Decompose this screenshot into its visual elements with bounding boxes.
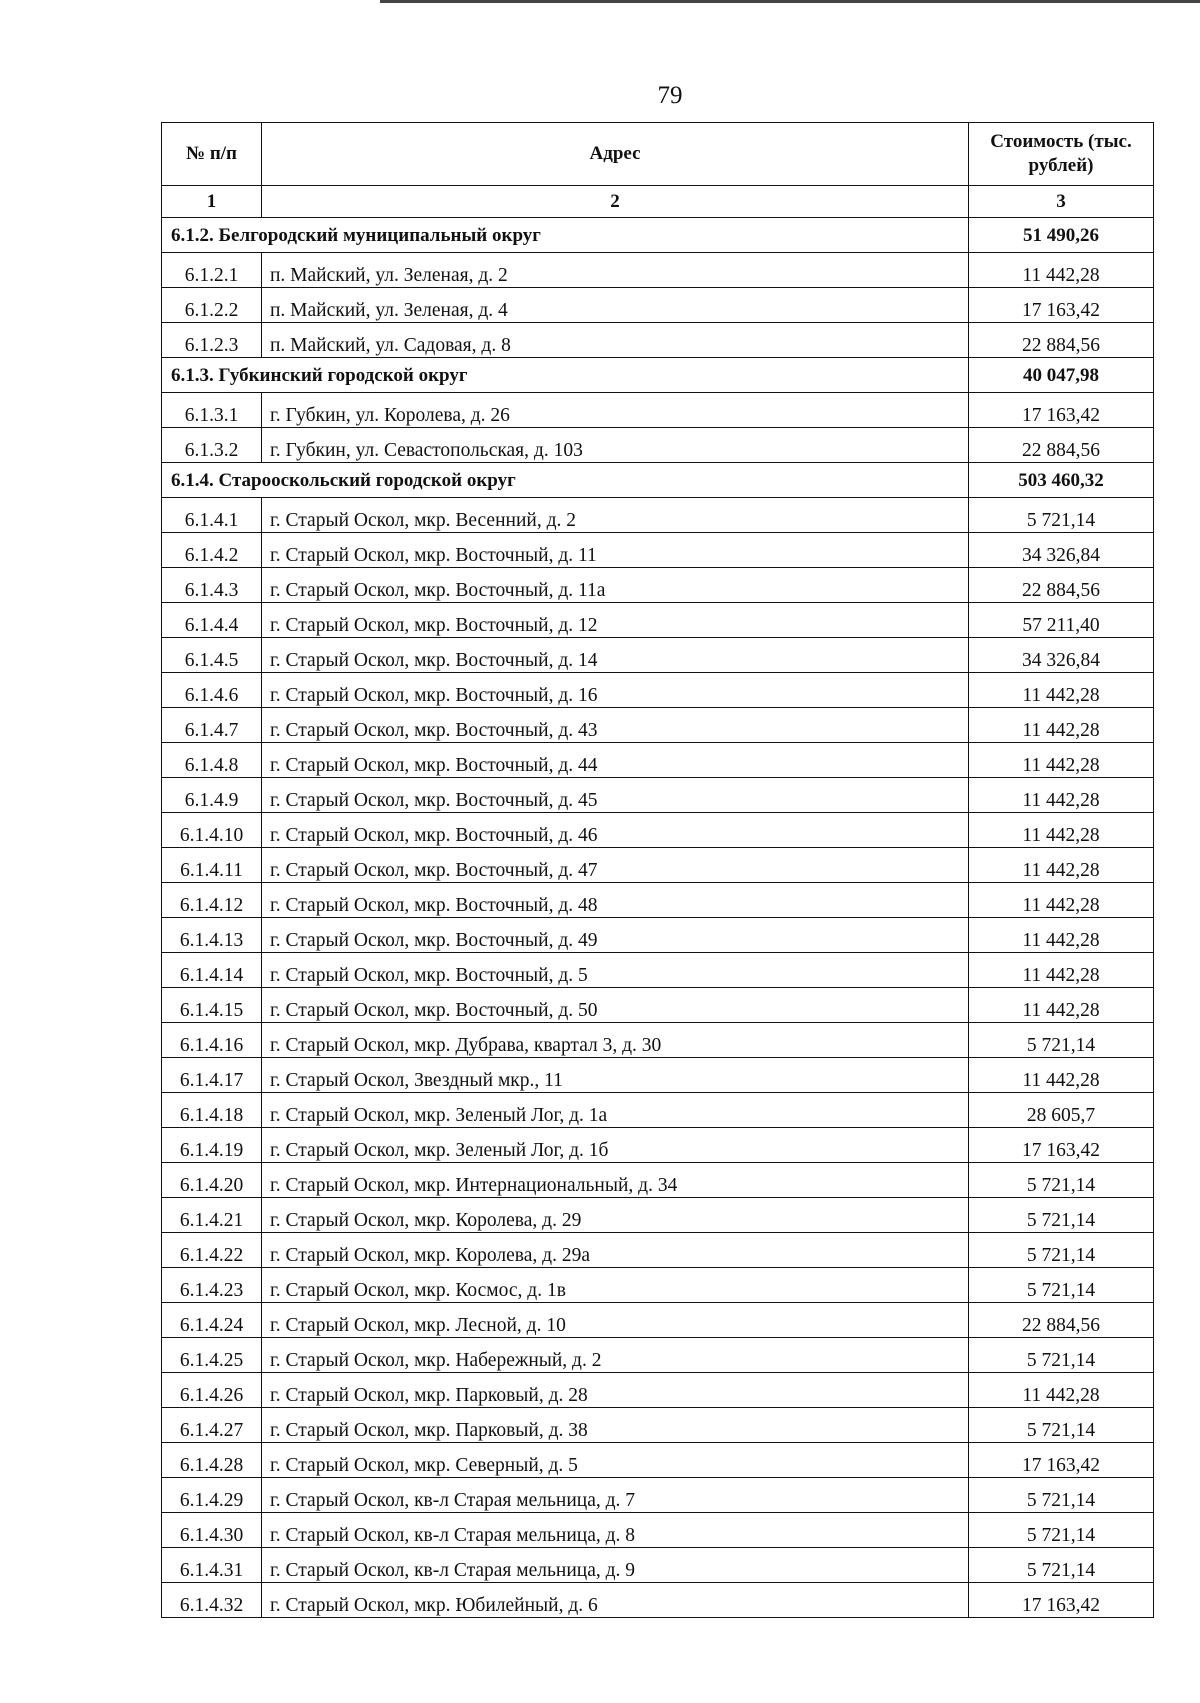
row-address: г. Старый Оскол, мкр. Восточный, д. 50 (262, 988, 969, 1023)
table-row (162, 638, 1154, 673)
header-address: Адрес (262, 123, 969, 186)
column-index-row (162, 186, 1154, 218)
section-row (162, 463, 1154, 498)
row-number: 6.1.4.25 (162, 1338, 262, 1373)
row-cost: 5 721,14 (969, 1548, 1154, 1583)
table-row (162, 253, 1154, 288)
table-row (162, 988, 1154, 1023)
row-number: 6.1.2.2 (162, 288, 262, 323)
row-number: 6.1.4.7 (162, 708, 262, 743)
row-cost: 11 442,28 (969, 848, 1154, 883)
section-row (162, 218, 1154, 253)
table-row (162, 603, 1154, 638)
row-address: г. Старый Оскол, мкр. Восточный, д. 44 (262, 743, 969, 778)
table-row (162, 918, 1154, 953)
row-cost: 22 884,56 (969, 428, 1154, 463)
row-address: г. Старый Оскол, мкр. Восточный, д. 47 (262, 848, 969, 883)
row-number: 6.1.4.19 (162, 1128, 262, 1163)
table-row (162, 848, 1154, 883)
header-cost: Стоимость (тыс. рублей) (969, 123, 1154, 186)
table-row (162, 1268, 1154, 1303)
row-number: 6.1.4.5 (162, 638, 262, 673)
section-title: 6.1.3. Губкинский городской округ (162, 358, 969, 393)
row-cost: 5 721,14 (969, 1478, 1154, 1513)
table-row (162, 1548, 1154, 1583)
row-cost: 17 163,42 (969, 1583, 1154, 1618)
row-address: г. Старый Оскол, мкр. Восточный, д. 48 (262, 883, 969, 918)
row-number: 6.1.4.28 (162, 1443, 262, 1478)
row-cost: 5 721,14 (969, 1233, 1154, 1268)
row-address: г. Старый Оскол, кв-л Старая мельница, д. 9 (262, 1548, 969, 1583)
row-number: 6.1.4.17 (162, 1058, 262, 1093)
table-row (162, 1478, 1154, 1513)
row-cost: 11 442,28 (969, 673, 1154, 708)
cost-table (161, 122, 1154, 1618)
row-cost: 5 721,14 (969, 1338, 1154, 1373)
row-cost: 17 163,42 (969, 1443, 1154, 1478)
row-number: 6.1.4.3 (162, 568, 262, 603)
row-number: 6.1.4.22 (162, 1233, 262, 1268)
section-total: 503 460,32 (969, 463, 1154, 498)
row-number: 6.1.4.32 (162, 1583, 262, 1618)
row-cost: 22 884,56 (969, 1303, 1154, 1338)
row-address: г. Старый Оскол, мкр. Восточный, д. 43 (262, 708, 969, 743)
row-number: 6.1.4.23 (162, 1268, 262, 1303)
row-cost: 57 211,40 (969, 603, 1154, 638)
row-number: 6.1.4.21 (162, 1198, 262, 1233)
row-address: п. Майский, ул. Зеленая, д. 2 (262, 253, 969, 288)
row-address: г. Губкин, ул. Королева, д. 26 (262, 393, 969, 428)
row-number: 6.1.4.16 (162, 1023, 262, 1058)
row-number: 6.1.4.30 (162, 1513, 262, 1548)
column-index-num: 1 (162, 186, 262, 218)
table-row (162, 1093, 1154, 1128)
row-address: г. Старый Оскол, мкр. Северный, д. 5 (262, 1443, 969, 1478)
row-cost: 5 721,14 (969, 1198, 1154, 1233)
row-cost: 5 721,14 (969, 498, 1154, 533)
row-address: п. Майский, ул. Зеленая, д. 4 (262, 288, 969, 323)
row-address: г. Старый Оскол, мкр. Парковый, д. 38 (262, 1408, 969, 1443)
row-cost: 34 326,84 (969, 533, 1154, 568)
table-row (162, 1373, 1154, 1408)
row-number: 6.1.4.1 (162, 498, 262, 533)
table-row (162, 708, 1154, 743)
row-number: 6.1.4.15 (162, 988, 262, 1023)
row-cost: 5 721,14 (969, 1408, 1154, 1443)
row-number: 6.1.4.8 (162, 743, 262, 778)
table-row (162, 1023, 1154, 1058)
row-address: г. Старый Оскол, мкр. Зеленый Лог, д. 1а (262, 1093, 969, 1128)
table-row (162, 428, 1154, 463)
row-address: г. Старый Оскол, мкр. Интернациональный, д. 34 (262, 1163, 969, 1198)
table-row (162, 323, 1154, 358)
row-number: 6.1.4.2 (162, 533, 262, 568)
table-row (162, 1128, 1154, 1163)
row-number: 6.1.4.27 (162, 1408, 262, 1443)
row-number: 6.1.4.11 (162, 848, 262, 883)
column-index-address: 2 (262, 186, 969, 218)
row-address: г. Старый Оскол, мкр. Восточный, д. 46 (262, 813, 969, 848)
table-row (162, 953, 1154, 988)
row-address: г. Старый Оскол, мкр. Восточный, д. 11 (262, 533, 969, 568)
row-cost: 11 442,28 (969, 918, 1154, 953)
row-cost: 17 163,42 (969, 1128, 1154, 1163)
row-number: 6.1.3.1 (162, 393, 262, 428)
table-row (162, 1303, 1154, 1338)
header-num: № п/п (162, 123, 262, 186)
row-address: г. Старый Оскол, кв-л Старая мельница, д. 8 (262, 1513, 969, 1548)
table-row (162, 1408, 1154, 1443)
row-address: г. Старый Оскол, мкр. Весенний, д. 2 (262, 498, 969, 533)
row-cost: 11 442,28 (969, 778, 1154, 813)
row-address: г. Старый Оскол, мкр. Лесной, д. 10 (262, 1303, 969, 1338)
table-row (162, 1338, 1154, 1373)
table-row (162, 1233, 1154, 1268)
row-address: г. Старый Оскол, мкр. Парковый, д. 28 (262, 1373, 969, 1408)
row-address: г. Старый Оскол, мкр. Королева, д. 29 (262, 1198, 969, 1233)
table-row (162, 1163, 1154, 1198)
row-address: г. Старый Оскол, мкр. Восточный, д. 11а (262, 568, 969, 603)
row-address: г. Старый Оскол, мкр. Дубрава, квартал 3, д. 30 (262, 1023, 969, 1058)
table-body (162, 218, 1154, 1618)
table-row (162, 743, 1154, 778)
row-number: 6.1.4.6 (162, 673, 262, 708)
table-row (162, 1198, 1154, 1233)
row-address: г. Старый Оскол, мкр. Юбилейный, д. 6 (262, 1583, 969, 1618)
row-address: г. Старый Оскол, мкр. Восточный, д. 45 (262, 778, 969, 813)
row-address: г. Старый Оскол, мкр. Восточный, д. 5 (262, 953, 969, 988)
row-number: 6.1.4.4 (162, 603, 262, 638)
section-row (162, 358, 1154, 393)
row-cost: 11 442,28 (969, 988, 1154, 1023)
table-row (162, 813, 1154, 848)
row-number: 6.1.4.14 (162, 953, 262, 988)
row-number: 6.1.4.9 (162, 778, 262, 813)
table-row (162, 1513, 1154, 1548)
row-number: 6.1.4.18 (162, 1093, 262, 1128)
page-number: 79 (657, 82, 683, 109)
row-address: г. Старый Оскол, мкр. Восточный, д. 12 (262, 603, 969, 638)
row-cost: 11 442,28 (969, 953, 1154, 988)
row-number: 6.1.2.3 (162, 323, 262, 358)
row-number: 6.1.4.31 (162, 1548, 262, 1583)
row-cost: 22 884,56 (969, 323, 1154, 358)
table-row (162, 568, 1154, 603)
table-row (162, 533, 1154, 568)
section-total: 51 490,26 (969, 218, 1154, 253)
table-row (162, 1443, 1154, 1478)
row-address: г. Старый Оскол, мкр. Восточный, д. 49 (262, 918, 969, 953)
row-address: г. Старый Оскол, мкр. Набережный, д. 2 (262, 1338, 969, 1373)
section-total: 40 047,98 (969, 358, 1154, 393)
column-index-cost: 3 (969, 186, 1154, 218)
row-cost: 34 326,84 (969, 638, 1154, 673)
row-cost: 11 442,28 (969, 743, 1154, 778)
row-cost: 5 721,14 (969, 1268, 1154, 1303)
row-cost: 11 442,28 (969, 813, 1154, 848)
row-cost: 5 721,14 (969, 1163, 1154, 1198)
table-row (162, 1583, 1154, 1618)
row-address: г. Старый Оскол, кв-л Старая мельница, д. 7 (262, 1478, 969, 1513)
table-row (162, 288, 1154, 323)
row-cost: 5 721,14 (969, 1023, 1154, 1058)
row-number: 6.1.3.2 (162, 428, 262, 463)
row-address: г. Старый Оскол, мкр. Королева, д. 29а (262, 1233, 969, 1268)
row-cost: 11 442,28 (969, 883, 1154, 918)
row-cost: 5 721,14 (969, 1513, 1154, 1548)
row-cost: 11 442,28 (969, 1373, 1154, 1408)
table-row (162, 393, 1154, 428)
table-row (162, 778, 1154, 813)
row-cost: 11 442,28 (969, 253, 1154, 288)
row-address: г. Старый Оскол, мкр. Зеленый Лог, д. 1б (262, 1128, 969, 1163)
row-cost: 11 442,28 (969, 1058, 1154, 1093)
header-row (162, 123, 1154, 186)
top-rule (380, 0, 1200, 3)
row-address: п. Майский, ул. Садовая, д. 8 (262, 323, 969, 358)
row-number: 6.1.2.1 (162, 253, 262, 288)
row-address: г. Губкин, ул. Севастопольская, д. 103 (262, 428, 969, 463)
table-row (162, 498, 1154, 533)
row-cost: 22 884,56 (969, 568, 1154, 603)
row-number: 6.1.4.10 (162, 813, 262, 848)
section-title: 6.1.4. Старооскольский городской округ (162, 463, 969, 498)
row-cost: 11 442,28 (969, 708, 1154, 743)
row-address: г. Старый Оскол, мкр. Восточный, д. 14 (262, 638, 969, 673)
table-row (162, 673, 1154, 708)
row-number: 6.1.4.24 (162, 1303, 262, 1338)
row-number: 6.1.4.29 (162, 1478, 262, 1513)
row-number: 6.1.4.26 (162, 1373, 262, 1408)
row-address: г. Старый Оскол, мкр. Космос, д. 1в (262, 1268, 969, 1303)
row-cost: 28 605,7 (969, 1093, 1154, 1128)
row-number: 6.1.4.13 (162, 918, 262, 953)
row-number: 6.1.4.12 (162, 883, 262, 918)
row-address: г. Старый Оскол, мкр. Восточный, д. 16 (262, 673, 969, 708)
row-cost: 17 163,42 (969, 288, 1154, 323)
table-row (162, 883, 1154, 918)
table-row (162, 1058, 1154, 1093)
row-cost: 17 163,42 (969, 393, 1154, 428)
row-number: 6.1.4.20 (162, 1163, 262, 1198)
section-title: 6.1.2. Белгородский муниципальный округ (162, 218, 969, 253)
row-address: г. Старый Оскол, Звездный мкр., 11 (262, 1058, 969, 1093)
